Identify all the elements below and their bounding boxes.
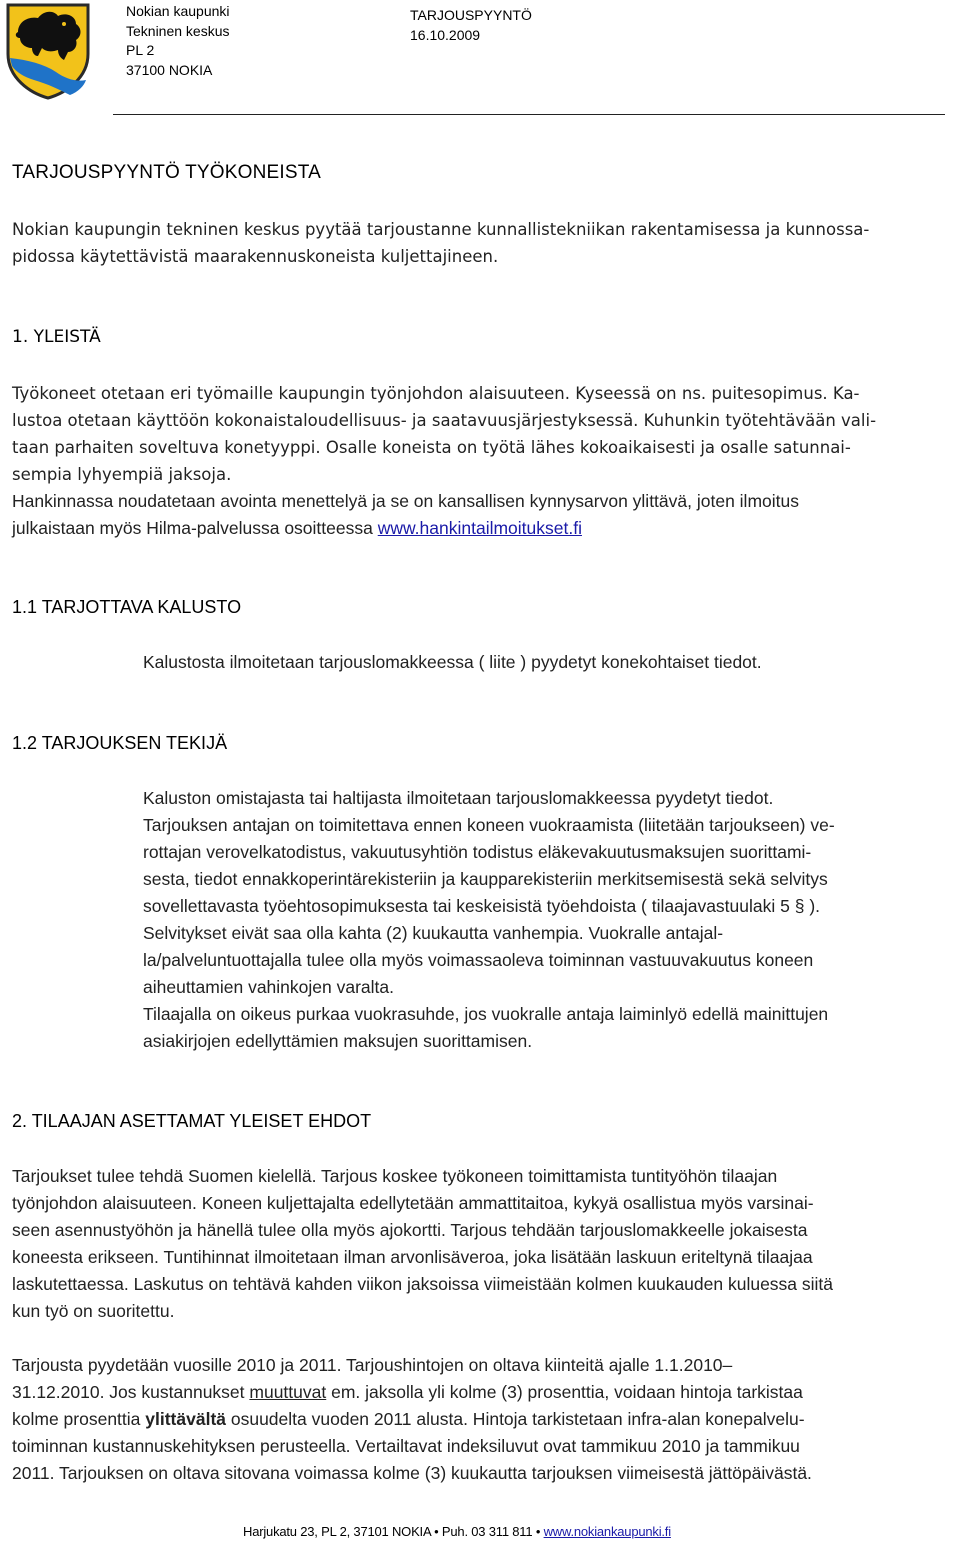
section-1-2-line: aiheuttamien vahinkojen varalta. — [143, 977, 394, 997]
section-1-2-line: Tilaajalla on oikeus purkaa vuokrasuhde, jos vuokralle antaja laiminlyö edellä mainittujen — [143, 1004, 829, 1024]
section-1-line: lustoa otetaan käyttöön kokonaistaloudellisuus- ja saatavuusjärjestyksessä. Kuhunkin työtehtävään vali- — [12, 411, 877, 430]
section-1-2-heading: 1.2 TARJOUKSEN TEKIJÄ — [12, 733, 228, 753]
underlined-word: muuttuvat — [249, 1382, 327, 1402]
page-footer — [243, 1524, 671, 1539]
section-1-1-text: Kalustosta ilmoitetaan tarjouslomakkeessa ( liite ) pyydetyt konekohtaiset tiedot. — [143, 652, 762, 672]
header-divider — [113, 114, 945, 115]
section-2-line: seen asennustyöhön ja hänellä tulee olla myös ajokortti. Tarjous tehdään tarjouslomakkeelle jokaisesta — [12, 1220, 808, 1240]
address-line: Nokian kaupunki — [126, 3, 230, 19]
footer-address: Harjukatu 23, PL 2, 37101 NOKIA — [243, 1524, 435, 1539]
section-1-line: Työkoneet otetaan eri työmaille kaupungin työnjohdon alaisuuteen. Kyseessä on ns. puitesopimus. Ka- — [12, 384, 860, 403]
text-span: osuudelta vuoden 2011 alusta. Hintoja tarkistetaan infra-alan konepalvelu- — [226, 1409, 805, 1429]
section-1-2-line: Tarjouksen antajan on toimitettava ennen koneen vuokraamista (liitetään tarjoukseen) ve- — [143, 815, 835, 835]
section-2-paragraph-1 — [12, 1163, 833, 1325]
address-line: PL 2 — [126, 42, 155, 58]
section-1-2-line: asiakirjojen edellyttämien maksujen suorittamisen. — [143, 1031, 533, 1051]
footer-phone: Puh. 03 311 811 — [438, 1524, 536, 1539]
document-date: 16.10.2009 — [410, 26, 481, 43]
text-span: kolme prosenttia — [12, 1409, 146, 1429]
section-2-line — [12, 1379, 812, 1406]
section-1-line: Hankinnassa noudatetaan avointa menettelyä ja se on kansallisen kynnysarvon ylittävä, joten ilmoitus — [12, 491, 799, 511]
section-2-line: laskutettaessa. Laskutus on tehtävä kahden viikon jaksoissa viimeistään kolmen kuukauden kuluessa siitä — [12, 1274, 834, 1294]
document-title: TARJOUSPYYNTÖ TYÖKONEISTA — [12, 162, 322, 183]
intro-paragraph — [12, 216, 869, 270]
section-2-line: 2011. Tarjouksen on oltava sitovana voimassa kolme (3) kuukautta tarjouksen viimeisestä jättöpäivästä. — [12, 1463, 812, 1483]
text-span: 31.12.2010. Jos kustannukset — [12, 1382, 250, 1402]
website-link[interactable]: www.nokiankaupunki.fi — [543, 1524, 671, 1539]
bold-word: ylittävältä — [145, 1409, 226, 1429]
section-1-line: sempia lyhyempiä jaksoja. — [12, 465, 232, 484]
section-2-heading: 2. TILAAJAN ASETTAMAT YLEISET EHDOT — [12, 1111, 372, 1131]
section-1-2-line: Selvitykset eivät saa olla kahta (2) kuukautta vanhempia. Vuokralle antajal- — [143, 923, 724, 943]
section-1-link-line — [12, 515, 799, 542]
section-2-line: kun työ on suoritettu. — [12, 1301, 175, 1321]
address-line: Tekninen keskus — [126, 22, 230, 39]
section-1-paragraph — [12, 380, 876, 488]
section-1-line: taan parhaiten soveltuva konetyyppi. Osalle koneista on työtä lähes kokoaikaisesti ja osalle satunnai- — [12, 438, 851, 457]
section-2-line — [12, 1406, 812, 1433]
section-1-2-line: rottajan verovelkatodistus, vakuutusyhtiön todistus eläkevakuutusmaksujen suorittami- — [143, 842, 812, 862]
text-span: em. jaksolla yli kolme (3) prosenttia, voidaan hintoja tarkistaa — [326, 1382, 803, 1402]
link-prefix: julkaistaan myös Hilma-palvelussa osoitteessa — [12, 518, 378, 538]
section-1-2-line: Kaluston omistajasta tai haltijasta ilmoitetaan tarjouslomakkeessa pyydetyt tiedot. — [143, 788, 774, 808]
section-1-2-line: sovellettavasta työehtosopimuksesta tai keskeisistä työehdoista ( tilaajavastuulaki 5 § ). — [143, 896, 821, 916]
section-1-1-heading: 1.1 TARJOTTAVA KALUSTO — [12, 597, 242, 617]
nokia-coat-of-arms-logo — [4, 2, 92, 100]
section-1-2-line: la/palveluntuottajalla tulee olla myös voimassaoleva toiminnan vastuuvakuutus koneen — [143, 950, 814, 970]
section-1-procurement-paragraph — [12, 488, 799, 542]
footer-separator: • — [434, 1524, 439, 1539]
sender-address — [126, 2, 230, 80]
intro-line: Nokian kaupungin tekninen keskus pyytää tarjoustanne kunnallistekniikan rakentamisessa ja kunnossa- — [12, 220, 870, 239]
document-meta — [410, 6, 532, 45]
section-2-line: Tarjousta pyydetään vuosille 2010 ja 2011. Tarjoushintojen on oltava kiinteitä ajalle 1.1.2010– — [12, 1355, 733, 1375]
section-2-line: Tarjoukset tulee tehdä Suomen kielellä. Tarjous koskee työkoneen toimittamista tuntityöhön tilaajan — [12, 1166, 778, 1186]
address-line: 37100 NOKIA — [126, 61, 213, 78]
section-2-line: toiminnan kustannuskehityksen perusteella. Vertailtavat indeksiluvut ovat tammikuu 2010 ja tammikuu — [12, 1436, 800, 1456]
intro-line: pidossa käytettävistä maarakennuskoneista kuljettajineen. — [12, 247, 499, 266]
footer-separator: • — [535, 1524, 541, 1539]
section-2-line: koneesta erikseen. Tuntihinnat ilmoitetaan ilman arvonlisäveroa, joka lisätään laskuun eriteltynä tilaajaa — [12, 1247, 813, 1267]
section-2-line: työnjohdon alaisuuteen. Koneen kuljettajalta edellytetään ammattitaitoa, kykyä osallistua myös varsinai- — [12, 1193, 814, 1213]
section-1-2-line: sesta, tiedot ennakkoperintärekisteriin ja kaupparekisteriin merkitsemisestä sekä selvitys — [143, 869, 828, 889]
section-1-2-paragraph — [143, 785, 835, 1055]
section-2-paragraph-2 — [12, 1352, 812, 1487]
section-1-heading: 1. YLEISTÄ — [12, 327, 101, 347]
document-type: TARJOUSPYYNTÖ — [410, 7, 532, 23]
hankintailmoitukset-link[interactable]: www.hankintailmoitukset.fi — [377, 518, 582, 538]
